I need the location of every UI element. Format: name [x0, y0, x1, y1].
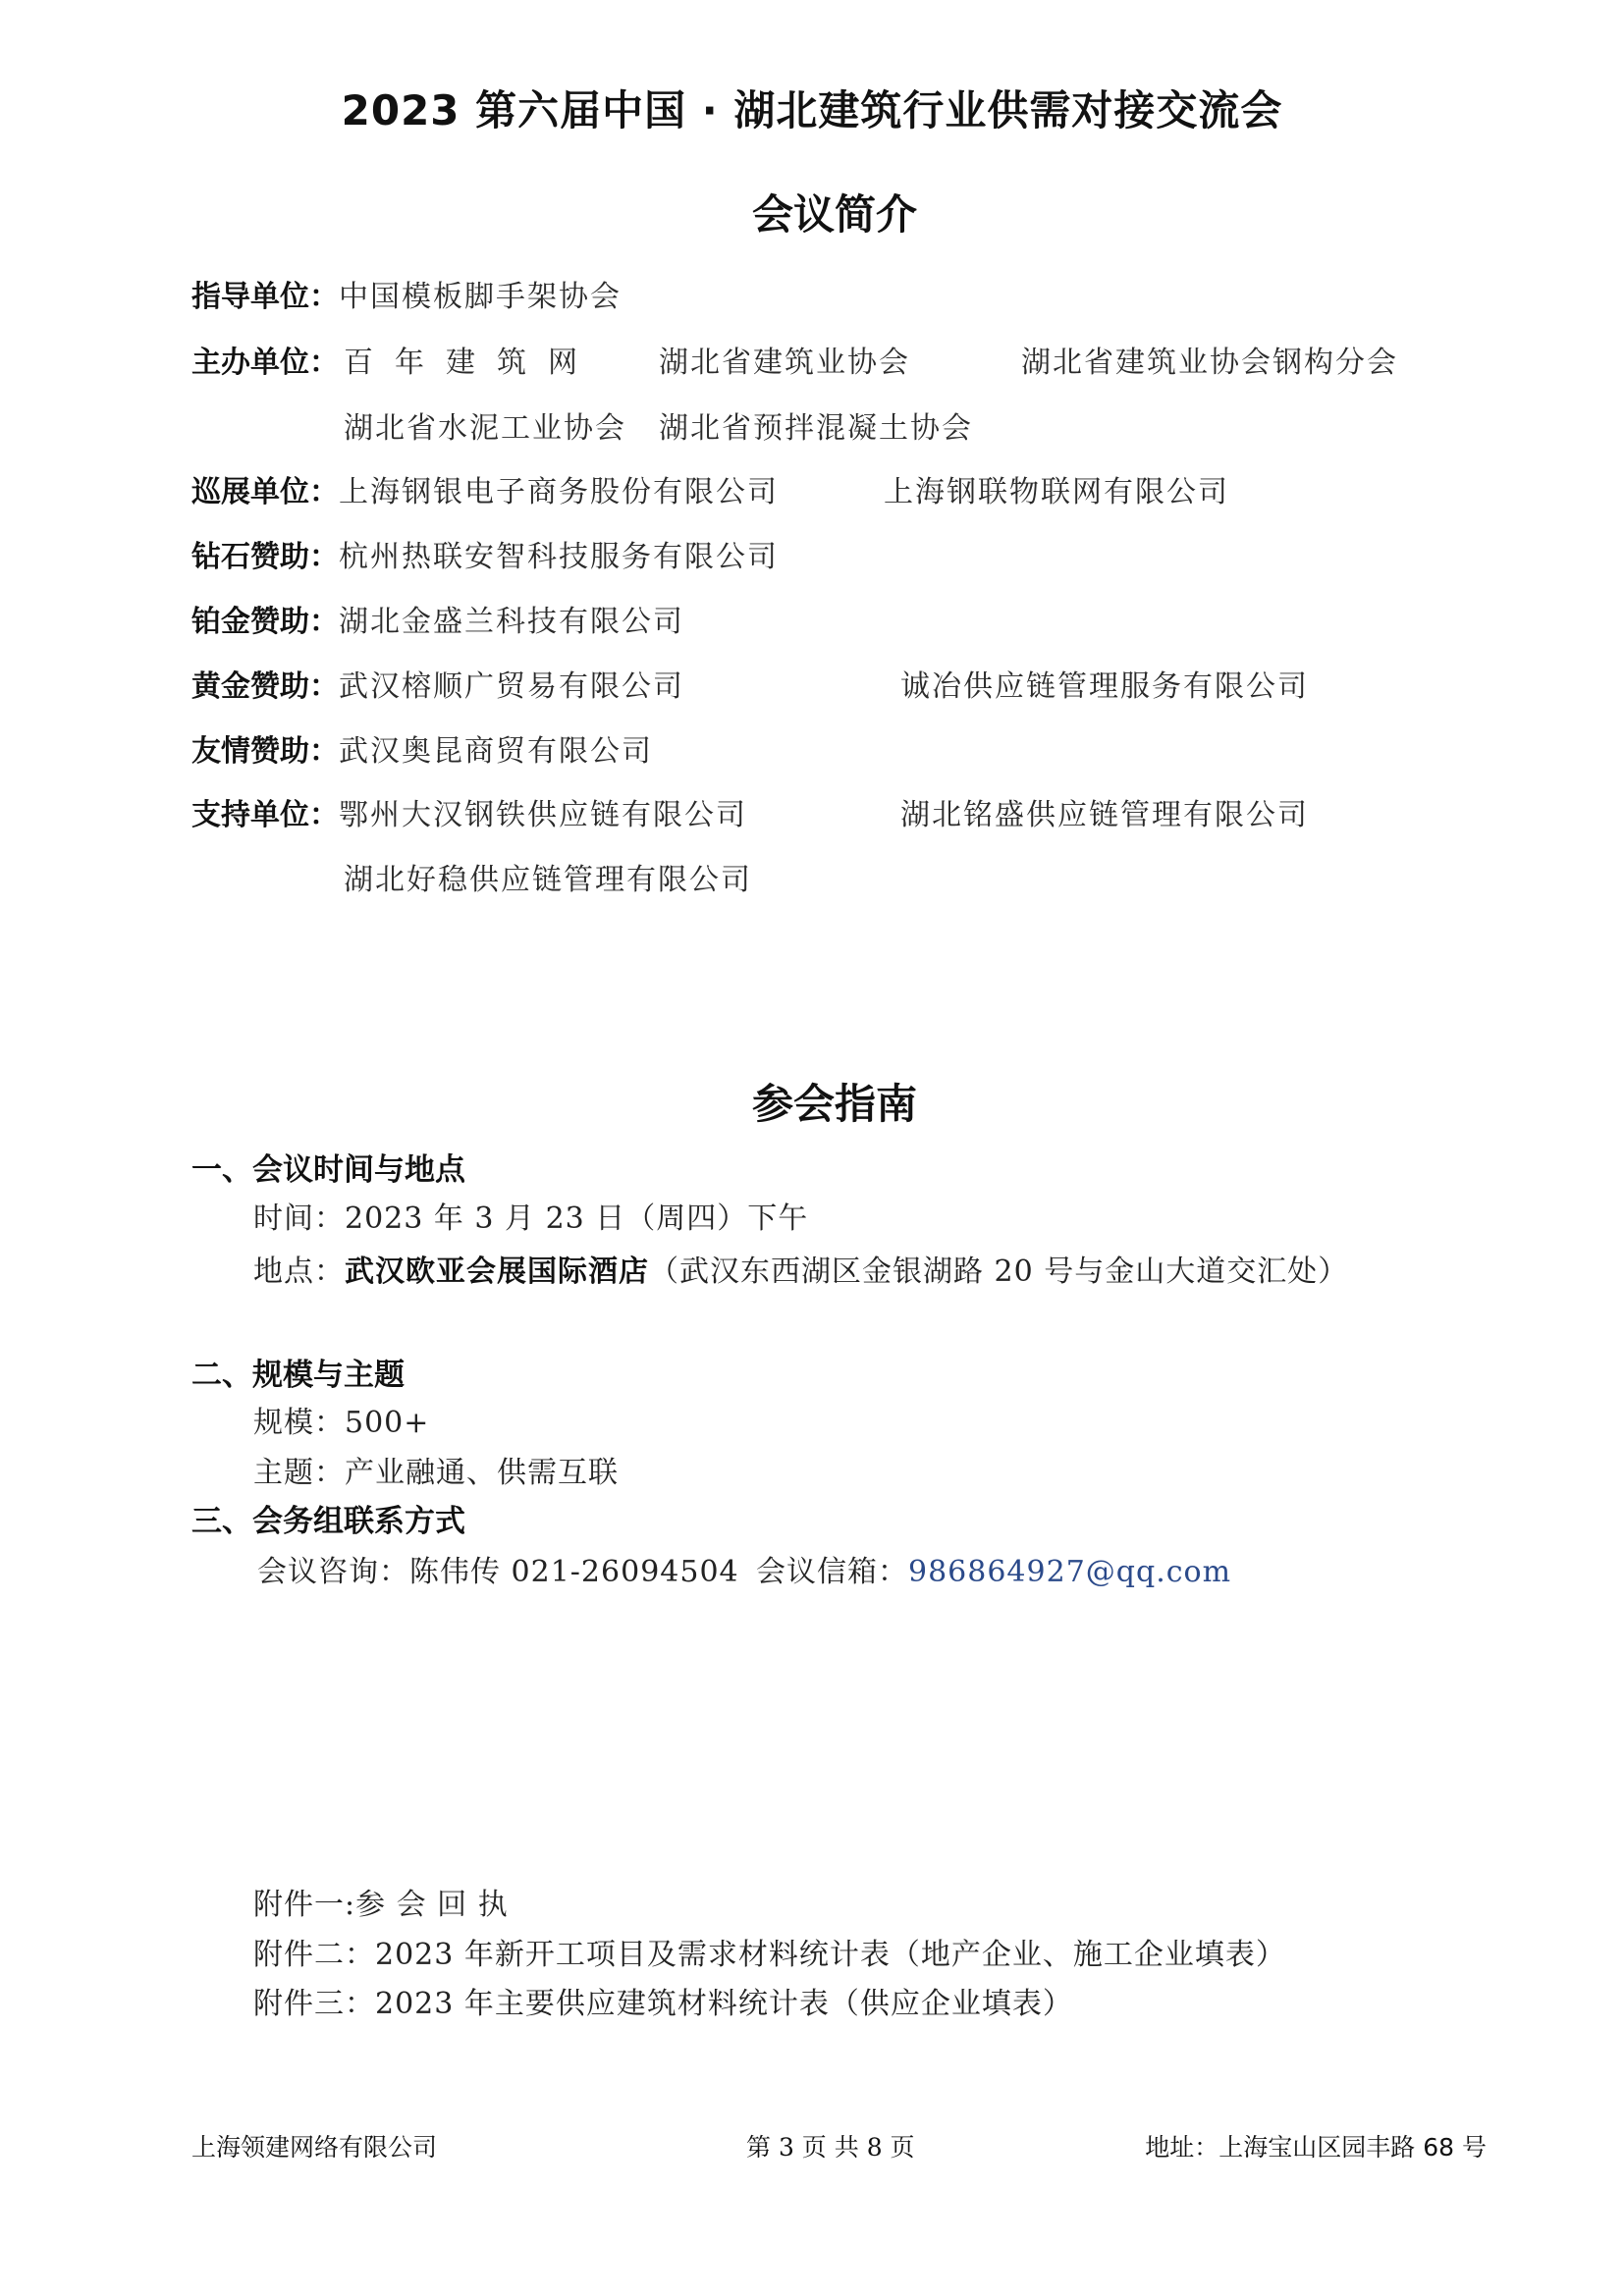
- contact-email: [756, 1553, 1231, 1592]
- org-name: 湖北金盛兰科技有限公司: [339, 605, 684, 639]
- venue-address: （武汉东西湖区金银湖路 20 号与金山大道交汇处）: [649, 1255, 1349, 1289]
- org-name: 诚冶供应链管理服务有限公司: [900, 669, 1309, 704]
- intro-row-tour: [191, 473, 779, 512]
- row-label: 指导单位：: [191, 280, 339, 314]
- intro-row-platinum: [191, 603, 684, 642]
- row-label: 钻石赞助：: [191, 540, 339, 574]
- org-name: 上海钢银电子商务股份有限公司: [339, 475, 779, 509]
- org-name: 武汉榕顺广贸易有限公司: [339, 669, 684, 704]
- section-heading-scale-theme: 二、规模与主题: [191, 1358, 405, 1393]
- section-heading-time-place: 一、会议时间与地点: [191, 1152, 465, 1188]
- org-name: 湖北省水泥工业协会: [344, 411, 626, 446]
- intro-row-guiding: [191, 278, 622, 317]
- row-label: 支持单位：: [191, 798, 339, 832]
- org-name: 湖北省建筑业协会钢构分会: [1021, 346, 1398, 380]
- org-name: 上海钢联物联网有限公司: [884, 475, 1229, 509]
- meeting-time: 时间：2023 年 3 月 23 日（周四）下午: [253, 1201, 809, 1236]
- email-link[interactable]: 986864927@qq.com: [908, 1555, 1232, 1589]
- contact-consult: 会议咨询：陈伟传 021-26094504: [257, 1555, 739, 1589]
- meeting-scale: 规模：500+: [253, 1406, 430, 1440]
- meeting-place: [253, 1253, 1348, 1292]
- attachment-1: 附件一:参 会 回 执: [253, 1888, 509, 1922]
- org-name: 湖北铭盛供应链管理有限公司: [900, 798, 1309, 832]
- org-name: 中国模板脚手架协会: [339, 280, 622, 314]
- intro-row-support: [191, 796, 747, 835]
- org-name: 湖北省建筑业协会: [659, 346, 910, 380]
- place-label: 地点：: [253, 1255, 345, 1289]
- org-name: 杭州热联安智科技服务有限公司: [339, 540, 779, 574]
- email-label: 会议信箱：: [756, 1555, 908, 1589]
- row-label: 铂金赞助：: [191, 605, 339, 639]
- row-label: 巡展单位：: [191, 475, 339, 509]
- footer-company: 上海领建网络有限公司: [191, 2133, 438, 2162]
- intro-row-gold: [191, 667, 684, 707]
- intro-row-diamond: [191, 538, 779, 577]
- org-name: 鄂州大汉钢铁供应链有限公司: [339, 798, 747, 832]
- intro-row-friendship: [191, 732, 653, 772]
- section-heading-contact: 三、会务组联系方式: [191, 1504, 465, 1539]
- attachment-2: 附件二：2023 年新开工项目及需求材料统计表（地产企业、施工企业填表）: [253, 1938, 1286, 1972]
- org-name: 武汉奥昆商贸有限公司: [339, 734, 653, 769]
- meeting-theme: 主题：产业融通、供需互联: [253, 1456, 619, 1490]
- footer-page-number: 第 3 页 共 8 页: [746, 2133, 915, 2162]
- row-label: 主办单位：: [191, 346, 339, 380]
- intro-row-host: [191, 344, 339, 383]
- row-label: 友情赞助：: [191, 734, 339, 769]
- intro-title: 会议简介: [751, 190, 917, 239]
- row-label: 黄金赞助：: [191, 669, 339, 704]
- org-name: 湖北省预拌混凝土协会: [659, 411, 973, 446]
- org-name: 湖北好稳供应链管理有限公司: [344, 863, 752, 897]
- guide-title: 参会指南: [751, 1080, 917, 1128]
- footer-address: 地址：上海宝山区园丰路 68 号: [1145, 2133, 1487, 2162]
- org-name: 百年建筑网: [344, 346, 599, 380]
- document-title: 2023 第六届中国 · 湖北建筑行业供需对接交流会: [341, 86, 1283, 134]
- venue-name: 武汉欧亚会展国际酒店: [345, 1255, 649, 1289]
- attachment-3: 附件三：2023 年主要供应建筑材料统计表（供应企业填表）: [253, 1987, 1073, 2021]
